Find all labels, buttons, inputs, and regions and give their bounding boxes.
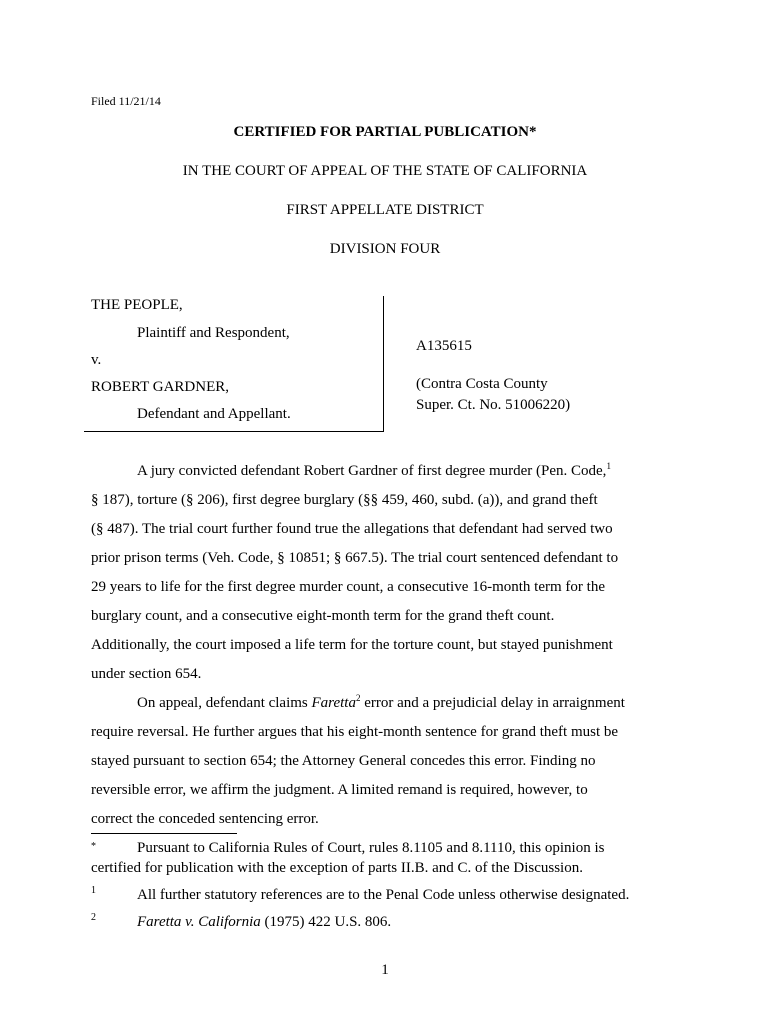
footnote-ref: 1 — [606, 461, 611, 471]
plaintiff-role: Plaintiff and Respondent, — [137, 325, 290, 341]
footnote-star-text: certified for publication with the exception of parts II.B. and C. of the Discussion. — [91, 860, 583, 876]
body-line: burglary count, and a consecutive eight-month term for the grand theft count. — [91, 608, 555, 624]
body-line: stayed pursuant to section 654; the Attorney General concedes this error. Finding no — [91, 753, 596, 769]
county-line: (Contra Costa County — [416, 376, 548, 392]
page-number: 1 — [381, 962, 389, 978]
body-line: A jury convicted defendant Robert Gardner of first degree murder (Pen. Code,$^1$ — [137, 461, 611, 479]
body-line: prior prison terms (Veh. Code, § 10851; § 667.5). The trial court sentenced defendant to — [91, 550, 619, 566]
defendant-name: ROBERT GARDNER, — [91, 379, 230, 395]
footnote-2-text: Faretta v. California (1975) 422 U.S. 806. — [137, 914, 392, 930]
certified-heading: CERTIFIED FOR PARTIAL PUBLICATION* — [233, 124, 537, 140]
body-line: On appeal, defendant claims Faretta$^2$ error and a prejudicial delay in arraignment — [137, 693, 625, 711]
court-heading: IN THE COURT OF APPEAL OF THE STATE OF CALIFORNIA — [182, 163, 588, 179]
body-line: under section 654. — [91, 666, 202, 682]
footnote-2-mark: 2 — [91, 912, 96, 923]
body-line: 29 years to life for the first degree murder count, a consecutive 16-month term for the — [91, 579, 605, 595]
footnote-star-text: Pursuant to California Rules of Court, rules 8.1105 and 8.1110, this opinion is — [137, 840, 605, 856]
versus-label: v. — [91, 352, 102, 368]
superior-court-number: Super. Ct. No. 51006220) — [416, 397, 571, 413]
footnote-ref: 2 — [355, 693, 361, 703]
division-heading: DIVISION FOUR — [329, 241, 441, 257]
body-line: require reversal. He further argues that his eight-month sentence for grand theft must be — [91, 724, 619, 740]
case-number: A135615 — [416, 338, 472, 354]
footnote-separator — [91, 833, 237, 834]
footnote-1-mark: 1 — [91, 885, 96, 896]
footnote-1-text: All further statutory references are to the Penal Code unless otherwise designated. — [137, 887, 630, 903]
defendant-role: Defendant and Appellant. — [137, 406, 291, 422]
filed-date: Filed 11/21/14 — [91, 94, 161, 108]
district-heading: FIRST APPELLATE DISTRICT — [286, 202, 484, 218]
body-line: Additionally, the court imposed a life term for the torture count, but stayed punishment — [91, 637, 613, 653]
body-line: (§ 487). The trial court further found true the allegations that defendant had served two — [91, 521, 613, 537]
body-line: § 187), torture (§ 206), first degree burglary (§§ 459, 460, subd. (a)), and grand theft — [91, 492, 598, 508]
body-line: reversible error, we affirm the judgment. A limited remand is required, however, to — [91, 782, 588, 798]
caption-horizontal-rule — [84, 431, 384, 432]
caption-vertical-rule — [383, 296, 384, 432]
footnote-star-mark: * — [91, 841, 96, 852]
plaintiff-name: THE PEOPLE, — [91, 297, 183, 313]
body-line: correct the conceded sentencing error. — [91, 811, 319, 827]
